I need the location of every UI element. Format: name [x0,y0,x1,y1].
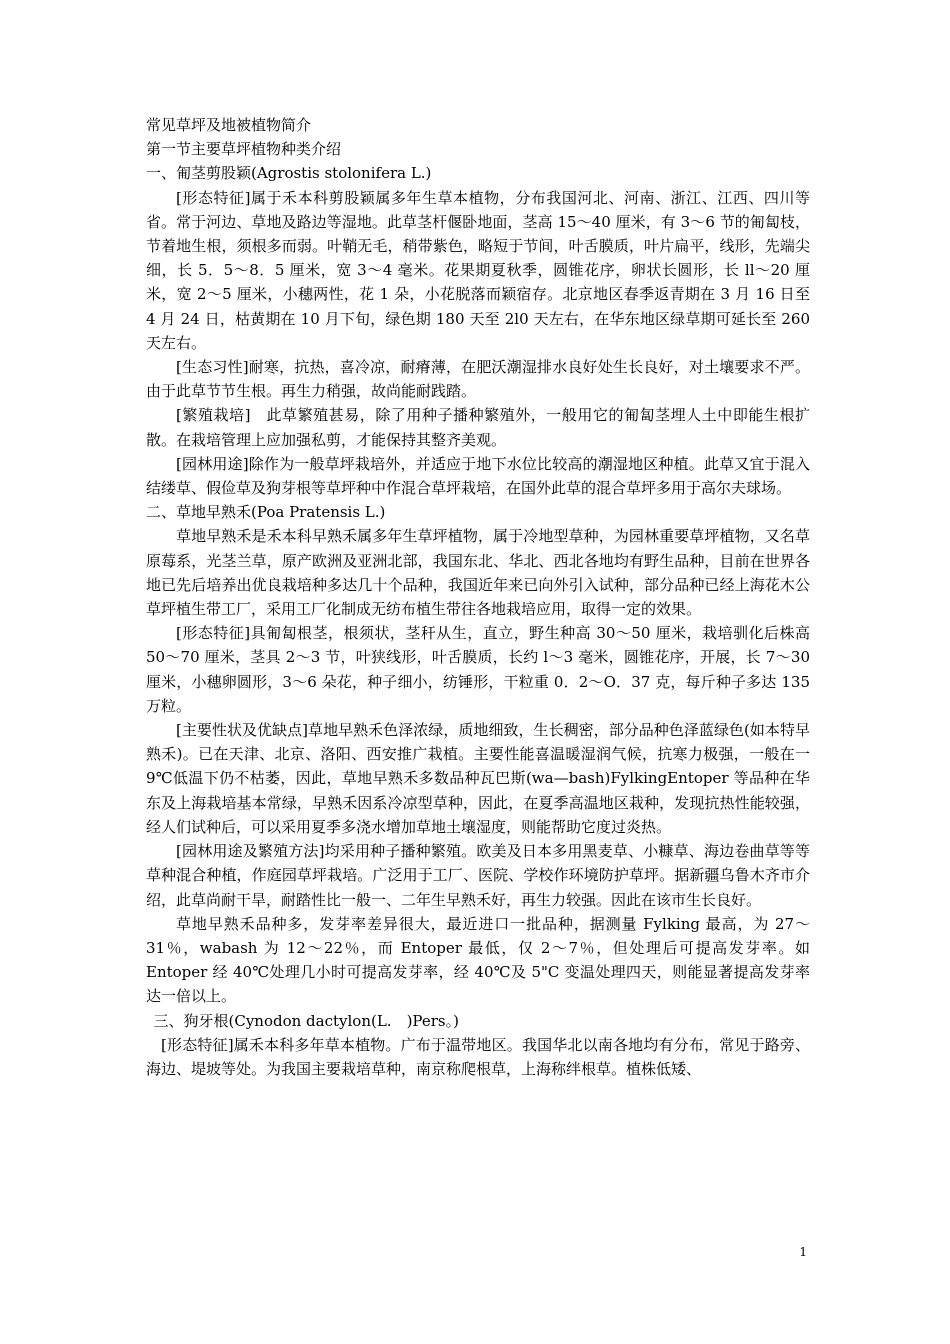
species-heading-cynodon: 三、狗牙根(Cynodon dactylon(L. )Pers。) [153,1011,459,1030]
section-title: 第一节主要草坪植物种类介绍 [146,140,342,159]
paragraph-morphology-cynodon: [形态特征]属禾本科多年草本植物。广布于温带地区。我国华北以南各地均有分布，常见于路旁、海边、堤坡等处。为我国主要栽培草种，南京称爬根草，上海称绊根草。植株低矮、 [146,1035,810,1078]
paragraph-uses-poa: [园林用途及繁殖方法]均采用种子播种繁殖。欧美及日本多用黑麦草、小糠草、海边卷曲草等等草种混合种植，作庭园草坪栽培。广泛用于工厂、医院、学校作环境防护草坪。据新疆乌鲁木齐市介绍，此草尚耐干旱，耐踏性比一般一、二年生早熟禾好，再生力较强。因此在该市生长良好。 [146,842,810,909]
species-heading-agrostis: 一、匍茎剪股颖(Agrostis stolonifera L.) [146,164,432,183]
paragraph-morphology-poa: [形态特征]具匍匐根茎，根须状，茎秆从生，直立，野生种高 30～50 厘米，栽培驯化后株高 50～70 厘米，茎具 2～3 节，叶狭线形，叶舌膜质，长约 l～3 毫米，圆锥花序，开展，长 7～30 厘米，小穗卵圆形，3～6 朵花，种子细小，纺锤形，干粒重 0．2～O．37 克，每斤种子多达 135 万粒。 [146,624,810,715]
paragraph-intro-poa: 草地早熟禾是禾本科早熟禾属多年生草坪植物，属于冷地型草种，为园林重要草坪植物，又名草原莓系，光茎兰草，原产欧洲及亚洲北部，我国东北、华北、西北各地均有野生品种，目前在世界各地已先后培养出优良栽培种多达几十个品种，我国近年来已向外引入试种，部分品种已经上海花木公草坪植生带工厂，采用工厂化制成无纺布植生带往各地栽培应用，取得一定的效果。 [146,527,810,619]
paragraph-traits-poa: [主要性状及优缺点]草地早熟禾色泽浓绿，质地细致，生长稠密，部分品种色泽蓝绿色(如本特早熟禾)。已在天津、北京、洛阳、西安推广栽植。主要性能喜温暖湿润气候，抗寒力极强，一般在一 9℃低温下仍不枯萎，因此，草地早熟禾多数品种瓦巴斯(wa—bash)FylkingEntoper 等品种在华东及上海栽培基本常绿，早熟禾因系冷凉型草种，因此，在夏季高温地区栽种，发现抗热性能较强，经人们试种后，可以采用夏季多浇水增加草地土壤湿度，则能帮助它度过炎热。 [146,721,810,836]
document-title: 常见草坪及地被植物简介 [146,116,312,134]
paragraph-propagation-agrostis: [繁殖栽培] 此草繁殖甚易，除了用种子播种繁殖外，一般用它的匍匐茎埋人土中即能生根扩散。在栽培管理上应加强私剪，才能保持其整齐美观。 [146,406,810,449]
paragraph-morphology-agrostis: [形态特征]属于禾本科剪股颖属多年生草本植物，分布我国河北、河南、浙江、江西、四川等省。常于河边、草地及路边等湿地。此草茎杆偃卧地面，茎高 15～40 厘米，有 3～6 节的匍匐枝，节着地生根，须根多而弱。叶鞘无毛，稍带紫色，略短于节间，叶舌膜质，叶片扁平，线形，先端尖细，长 5．5～8．5 厘米，宽 3～4 毫米。花果期夏秋季，圆锥花序，卵状长圆形，长 ll～20 厘米，宽 2～5 厘米，小穗两性，花 1 朵，小花脱落而颖宿存。北京地区春季返青期在 3 月 16 日至 4 月 24 日，枯黄期在 10 月下旬，绿色期 180 天至 2l0 天左右，在华东地区绿草期可延长至 260 天左右。 [146,188,810,352]
paragraph-germination-poa: 草地早熟禾品种多，发芽率差异很大，最近进口一批品种，据测量 Fylking 最高，为 27～31％，wabash 为 12～22％，而 Entoper 最低，仅 2～7％，但处理后可提高发芽率。如 Entoper 经 40℃处理几小时可提高发芽率，经 40℃及 5"C 变温处理四天，则能显著提高发芽率达一倍以上。 [146,914,810,1006]
page-number: 1 [799,1245,807,1259]
document-body [146,113,810,1081]
paragraph-uses-agrostis: [园林用途]除作为一般草坪栽培外，并适应于地下水位比较高的潮湿地区种植。此草又宜于混入结缕草、假俭草及狗芽根等草坪种中作混合草坪栽培，在国外此草的混合草坪多用于高尔夫球场。 [146,454,810,498]
paragraph-ecology-agrostis: [生态习性]耐寒，抗热，喜冷凉，耐瘠薄，在肥沃潮湿排水良好处生长良好，对土壤要求不严。由于此草节节生根。再生力稍强，故尚能耐践踏。 [146,358,810,401]
species-heading-poa: 二、草地早熟禾(Poa Pratensis L.) [146,503,386,522]
